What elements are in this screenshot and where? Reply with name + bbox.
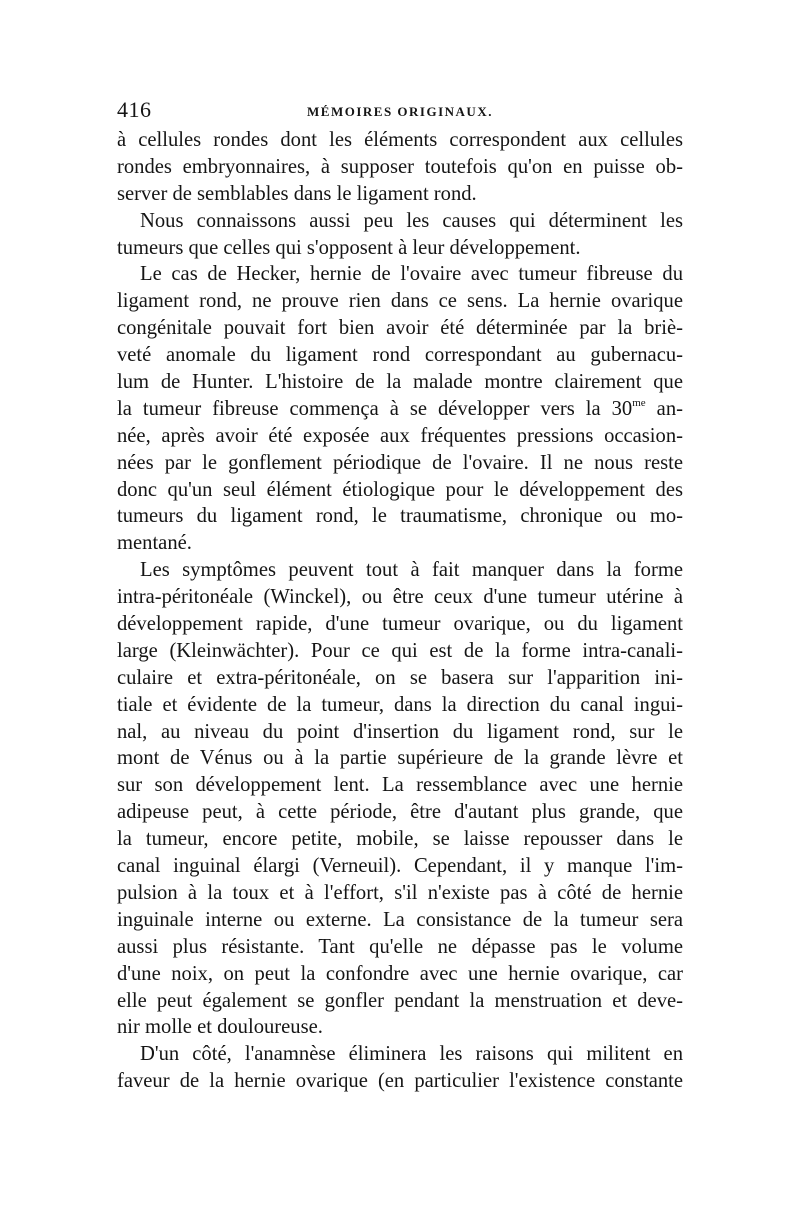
text-line bbox=[117, 826, 683, 853]
text-line bbox=[117, 208, 683, 235]
text-line-content: faveur de la hernie ovarique (en particulier l'existence constante bbox=[117, 1070, 683, 1093]
text-line-content: mentané. bbox=[117, 532, 192, 555]
text-line bbox=[117, 154, 683, 181]
text-line bbox=[117, 450, 683, 477]
text-line-content: culaire et extra-péritonéale, on se basera sur l'apparition ini- bbox=[117, 666, 683, 689]
text-line-continuation: an- bbox=[645, 397, 683, 420]
text-line bbox=[117, 342, 683, 369]
text-line bbox=[117, 235, 683, 262]
text-line bbox=[117, 261, 683, 288]
text-line bbox=[117, 1068, 683, 1095]
text-line-content: ligament rond, ne prouve rien dans ce sens. La hernie ovarique bbox=[117, 290, 683, 313]
text-line bbox=[117, 799, 683, 826]
text-line-content: server de semblables dans le ligament rond. bbox=[117, 182, 477, 205]
text-line bbox=[117, 530, 683, 557]
text-line bbox=[117, 503, 683, 530]
text-line bbox=[117, 961, 683, 988]
text-line bbox=[117, 369, 683, 396]
text-line-content: la tumeur, encore petite, mobile, se laisse repousser dans le bbox=[117, 828, 683, 851]
text-line-content: elle peut également se gonfler pendant la menstruation et deve- bbox=[117, 989, 683, 1012]
text-line-content: inguinale interne ou externe. La consistance de la tumeur sera bbox=[117, 908, 683, 931]
text-line-content: adipeuse peut, à cette période, être d'autant plus grande, que bbox=[117, 801, 683, 824]
text-line bbox=[117, 988, 683, 1015]
text-line-content: Le cas de Hecker, hernie de l'ovaire avec tumeur fibreuse du bbox=[140, 263, 683, 286]
text-line-content: donc qu'un seul élément étiologique pour le développement des bbox=[117, 478, 683, 501]
text-line-content: rondes embryonnaires, à supposer toutefois qu'on en puisse ob- bbox=[117, 155, 683, 178]
text-line bbox=[117, 1041, 683, 1068]
text-line-content: la tumeur fibreuse commença à se développer vers la 30 bbox=[117, 397, 633, 420]
text-line bbox=[117, 181, 683, 208]
text-line-content: développement rapide, d'une tumeur ovarique, ou du ligament bbox=[117, 613, 683, 636]
text-line-content: Les symptômes peuvent tout à fait manquer dans la forme bbox=[140, 559, 683, 582]
text-line-content: veté anomale du ligament rond correspondant au gubernacu- bbox=[117, 344, 683, 367]
text-line-content: congénitale pouvait fort bien avoir été déterminée par la briè- bbox=[117, 317, 683, 340]
text-line bbox=[117, 692, 683, 719]
text-line-content: pulsion à la toux et à l'effort, s'il n'existe pas à côté de hernie bbox=[117, 881, 683, 904]
text-line bbox=[117, 907, 683, 934]
text-line bbox=[117, 1014, 683, 1041]
text-line bbox=[117, 423, 683, 450]
text-line-content: intra-péritonéale (Winckel), ou être ceux d'une tumeur utérine à bbox=[117, 586, 683, 609]
text-line-content: tumeurs du ligament rond, le traumatisme, chronique ou mo- bbox=[117, 505, 683, 528]
text-line-content: tumeurs que celles qui s'opposent à leur développement. bbox=[117, 236, 581, 259]
text-line bbox=[117, 288, 683, 315]
text-line-content: à cellules rondes dont les éléments correspondent aux cellules bbox=[117, 129, 683, 151]
text-line bbox=[117, 584, 683, 611]
text-line-content: nir molle et douloureuse. bbox=[117, 1016, 323, 1039]
text-line-content: lum de Hunter. L'histoire de la malade montre clairement que bbox=[117, 371, 683, 394]
text-line-content: sur son développement lent. La ressemblance avec une hernie bbox=[117, 774, 683, 797]
superscript: me bbox=[632, 396, 646, 409]
text-line bbox=[117, 315, 683, 342]
body-text bbox=[117, 127, 683, 1095]
text-line bbox=[117, 127, 683, 154]
text-line bbox=[117, 611, 683, 638]
text-line-content: d'une noix, on peut la confondre avec une hernie ovarique, car bbox=[117, 962, 683, 985]
text-line-content: aussi plus résistante. Tant qu'elle ne dépasse pas le volume bbox=[117, 935, 683, 958]
page-header bbox=[117, 97, 683, 123]
text-line bbox=[117, 638, 683, 665]
text-line bbox=[117, 477, 683, 504]
text-line bbox=[117, 745, 683, 772]
text-line-content: nal, au niveau du point d'insertion du ligament rond, sur le bbox=[117, 720, 683, 743]
text-line bbox=[117, 853, 683, 880]
page-number: 416 bbox=[117, 97, 152, 122]
text-line-content: Nous connaissons aussi peu les causes qui déterminent les bbox=[140, 209, 683, 232]
text-line bbox=[117, 880, 683, 907]
text-line bbox=[117, 557, 683, 584]
text-line-content: canal inguinal élargi (Verneuil). Cependant, il y manque l'im- bbox=[117, 855, 683, 878]
text-line-content: née, après avoir été exposée aux fréquentes pressions occasion- bbox=[117, 424, 683, 447]
text-line bbox=[117, 772, 683, 799]
text-line bbox=[117, 396, 683, 423]
text-line bbox=[117, 665, 683, 692]
text-line-content: nées par le gonflement périodique de l'ovaire. Il ne nous reste bbox=[117, 451, 683, 474]
text-line-content: mont de Vénus ou à la partie supérieure de la grande lèvre et bbox=[117, 747, 683, 770]
running-head: MÉMOIRES ORIGINAUX. bbox=[307, 104, 493, 119]
text-line-content: large (Kleinwächter). Pour ce qui est de la forme intra-canali- bbox=[117, 639, 683, 662]
text-line bbox=[117, 719, 683, 746]
text-line-content: D'un côté, l'anamnèse éliminera les raisons qui militent en bbox=[140, 1043, 683, 1066]
text-line bbox=[117, 934, 683, 961]
text-line-content: tiale et évidente de la tumeur, dans la direction du canal ingui- bbox=[117, 693, 683, 716]
